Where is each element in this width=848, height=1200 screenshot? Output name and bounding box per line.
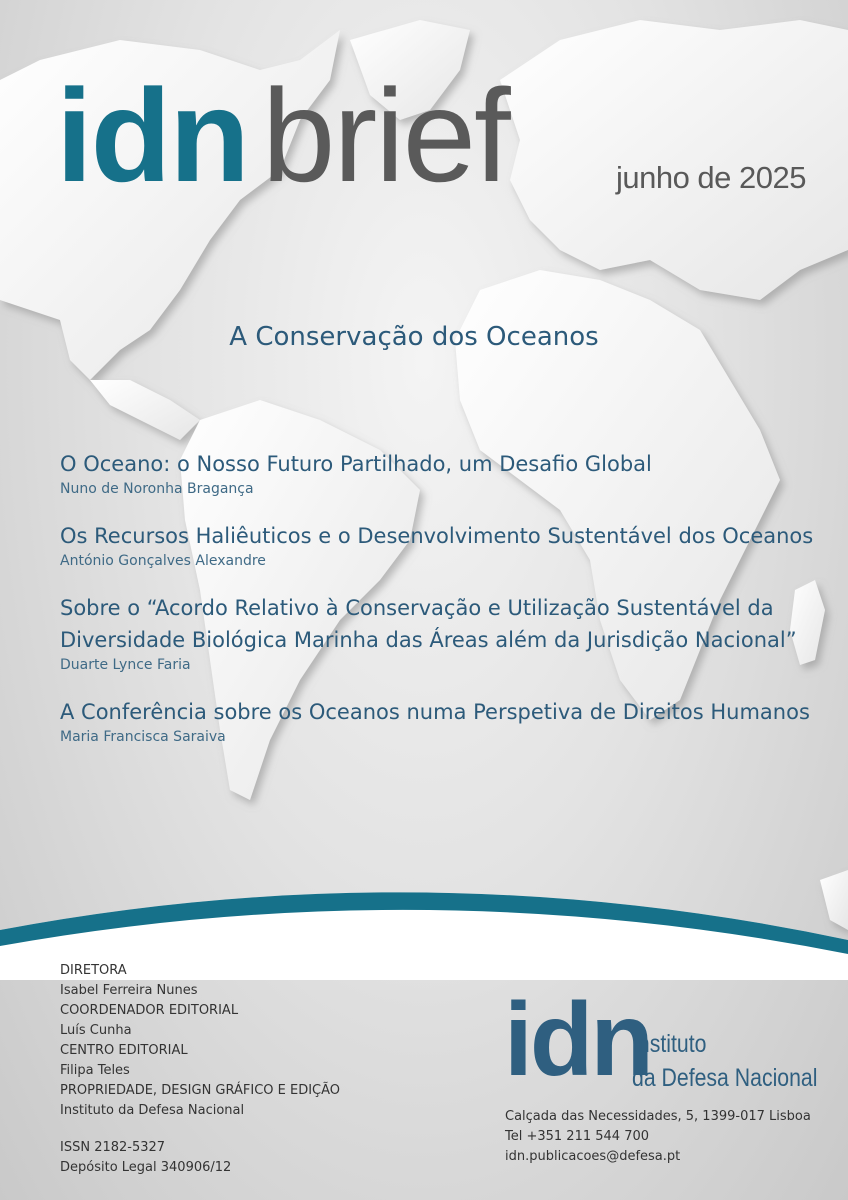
article-item	[60, 592, 820, 674]
central-america-shape	[90, 380, 200, 440]
logo-line-1: Instituto	[632, 1030, 707, 1058]
logo-line-2: da Defesa Nacional	[632, 1064, 818, 1092]
coordinator-name: Luís Cunha	[60, 1023, 132, 1038]
article-item	[60, 448, 820, 498]
phone: Tel +351 211 544 700	[505, 1129, 650, 1144]
director-label: DIRETORA	[60, 963, 127, 978]
article-author: Nuno de Noronha Bragança	[60, 481, 254, 497]
article-title-line-2: Diversidade Biológica Marinha das Áreas além da Jurisdição Nacional”	[60, 628, 797, 652]
issue-date: junho de 2025	[615, 160, 806, 195]
brand-idn: idn	[56, 62, 248, 209]
article-title: O Oceano: o Nosso Futuro Partilhado, um Desafio Global	[60, 452, 652, 476]
email: idn.publicacoes@defesa.pt	[505, 1149, 681, 1164]
coordinator-label: COORDENADOR EDITORIAL	[60, 1003, 239, 1018]
director-name: Isabel Ferreira Nunes	[60, 983, 198, 998]
theme-title: A Conservação dos Oceanos	[229, 322, 599, 352]
article-author: Duarte Lynce Faria	[60, 657, 191, 673]
contacts-block	[505, 1107, 811, 1167]
brand-brief: brief	[261, 62, 509, 209]
article-title: Os Recursos Haliêuticos e o Desenvolvimento Sustentável dos Oceanos	[60, 524, 814, 548]
property-label: PROPRIEDADE, DESIGN GRÁFICO E EDIÇÃO	[60, 1083, 341, 1098]
article-title: A Conferência sobre os Oceanos numa Perspetiva de Direitos Humanos	[60, 700, 810, 724]
article-item	[60, 520, 820, 570]
issn: ISSN 2182-5327	[60, 1140, 166, 1155]
editorial-center-name: Filipa Teles	[60, 1063, 130, 1078]
address: Calçada das Necessidades, 5, 1399-017 Lisboa	[505, 1109, 811, 1124]
logo-mark: idn	[504, 982, 651, 1098]
editorial-center-label: CENTRO EDITORIAL	[60, 1043, 188, 1058]
publication-brand	[56, 62, 509, 209]
article-item	[60, 696, 820, 746]
property-name: Instituto da Defesa Nacional	[60, 1103, 245, 1118]
credits-block	[60, 961, 340, 1178]
article-list	[60, 448, 820, 768]
article-author: Maria Francisca Saraiva	[60, 729, 226, 745]
legal-deposit: Depósito Legal 340906/12	[60, 1160, 232, 1175]
idn-logo	[500, 982, 818, 1102]
article-author: António Gonçalves Alexandre	[60, 553, 266, 569]
article-title-line-1: Sobre o “Acordo Relativo à Conservação e Utilização Sustentável da	[60, 596, 774, 620]
